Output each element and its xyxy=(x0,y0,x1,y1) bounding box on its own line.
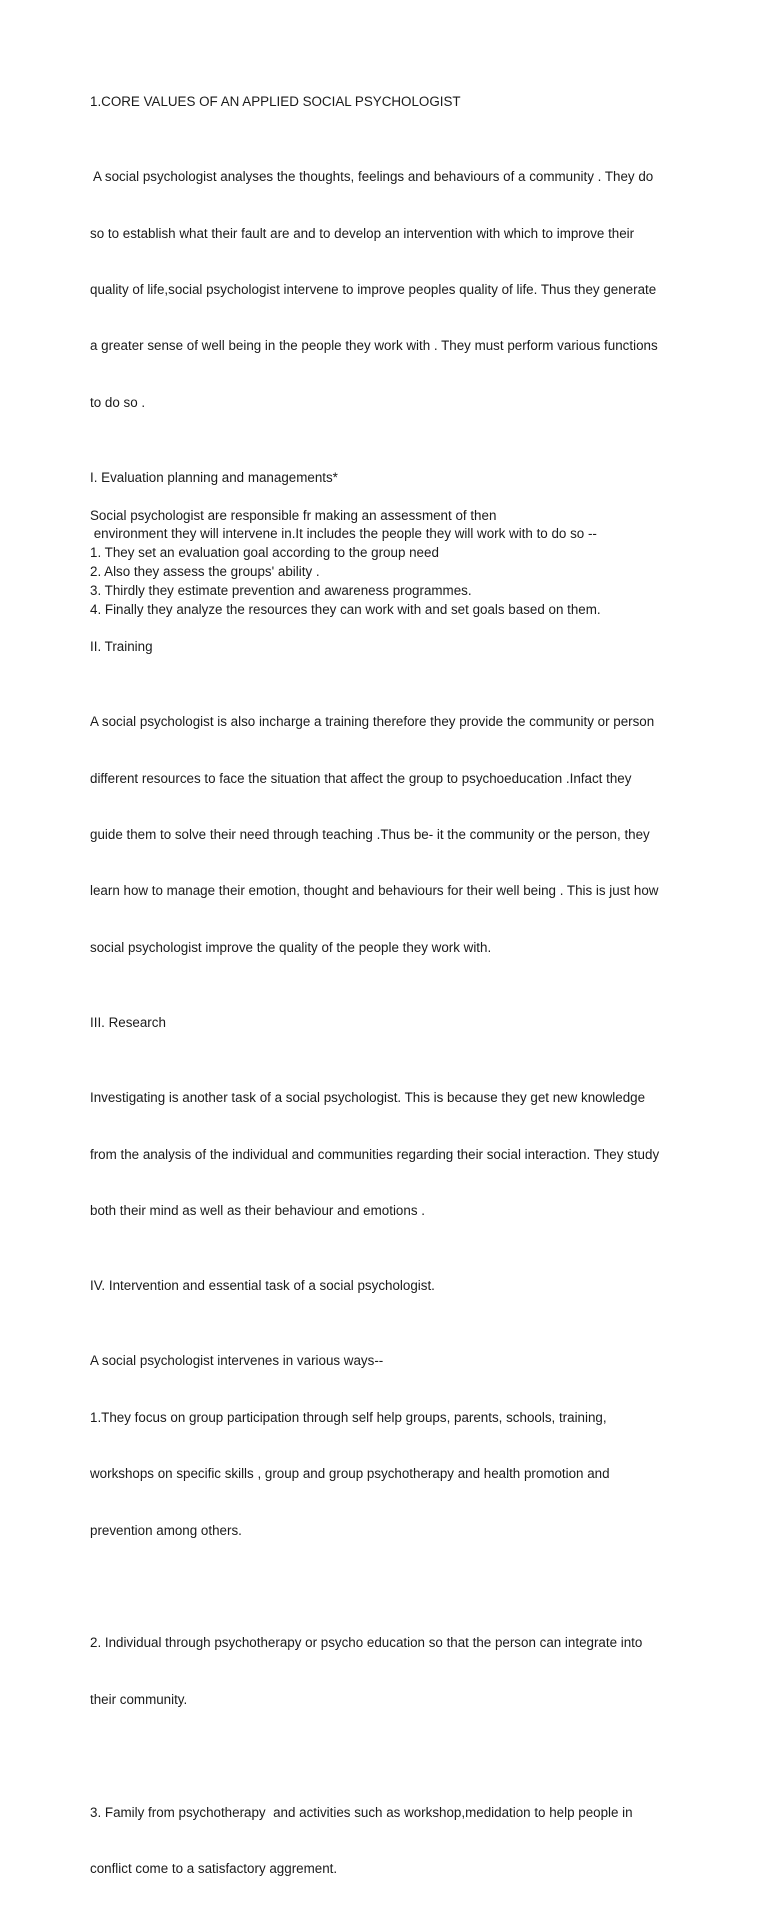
list-item: 1. They set an evaluation goal according to the group need xyxy=(90,545,439,561)
section-3-body xyxy=(90,1052,708,1259)
section-1-line: environment they will intervene in.It includes the people they will work with to do so -- xyxy=(90,526,597,542)
intro-line: a greater sense of well being in the people they work with . They must perform various functions xyxy=(90,338,658,354)
section-4-line: 2. Individual through psychotherapy or psycho education so that the person can integrate into xyxy=(90,1635,643,1651)
section-1-body xyxy=(90,507,708,545)
intro-line: so to establish what their fault are and to develop an intervention with which to improve their xyxy=(90,225,635,241)
section-2-line: guide them to solve their need through teaching .Thus be- it the community or the person, they xyxy=(90,827,650,843)
section-4-point-1 xyxy=(90,1315,708,1578)
section-3-line: from the analysis of the individual and communities regarding their social interaction. They study xyxy=(90,1146,660,1162)
document-title: 1.CORE VALUES OF AN APPLIED SOCIAL PSYCHOLOGIST xyxy=(90,94,461,109)
section-3-line: both their mind as well as their behaviour and emotions . xyxy=(90,1203,425,1219)
section-2-line: learn how to manage their emotion, thought and behaviours for their well being . This is just how xyxy=(90,883,659,899)
section-4-heading: IV. Intervention and essential task of a social psychologist. xyxy=(90,1278,435,1294)
section-3-heading: III. Research xyxy=(90,1015,166,1031)
intro-line: A social psychologist analyses the thoughts, feelings and behaviours of a community . They do xyxy=(90,169,654,185)
section-4-intro: A social psychologist intervenes in various ways-- xyxy=(90,1353,384,1369)
section-2-body xyxy=(90,676,708,996)
section-4-point-2 xyxy=(90,1597,708,1747)
section-2-line: different resources to face the situation that affect the group to psychoeducation .Infact they xyxy=(90,770,632,786)
section-4-line: 3. Family from psychotherapy and activities such as workshop,medidation to help people in xyxy=(90,1804,633,1820)
section-1-heading: I. Evaluation planning and managements* xyxy=(90,469,338,485)
section-1-line: Social psychologist are responsible fr making an assessment of then xyxy=(90,507,497,523)
list-item: 4. Finally they analyze the resources they can work with and set goals based on them. xyxy=(90,601,601,617)
section-3-line: Investigating is another task of a social psychologist. This is because they get new knowledge xyxy=(90,1090,646,1106)
section-4-line: conflict come to a satisfactory aggrement. xyxy=(90,1860,338,1876)
section-1-list xyxy=(90,544,708,619)
section-2-line: A social psychologist is also incharge a training therefore they provide the community or person xyxy=(90,714,655,730)
intro-line: to do so . xyxy=(90,394,146,410)
section-2-line: social psychologist improve the quality of the people they work with. xyxy=(90,939,492,955)
intro-line: quality of life,social psychologist intervene to improve peoples quality of life. Thus they generate xyxy=(90,281,657,297)
section-4-line: 1.They focus on group participation through self help groups, parents, schools, training, xyxy=(90,1409,607,1425)
section-4-line: workshops on specific skills , group and group psychotherapy and health promotion and xyxy=(90,1466,610,1482)
section-4-line: prevention among others. xyxy=(90,1522,242,1538)
list-item: 3. Thirdly they estimate prevention and awareness programmes. xyxy=(90,582,472,598)
section-4-line: their community. xyxy=(90,1691,188,1707)
section-2-heading: II. Training xyxy=(90,639,153,655)
section-4-point-3 xyxy=(90,1766,708,1916)
intro-paragraph xyxy=(90,131,708,451)
list-item: 2. Also they assess the groups' ability . xyxy=(90,563,320,579)
